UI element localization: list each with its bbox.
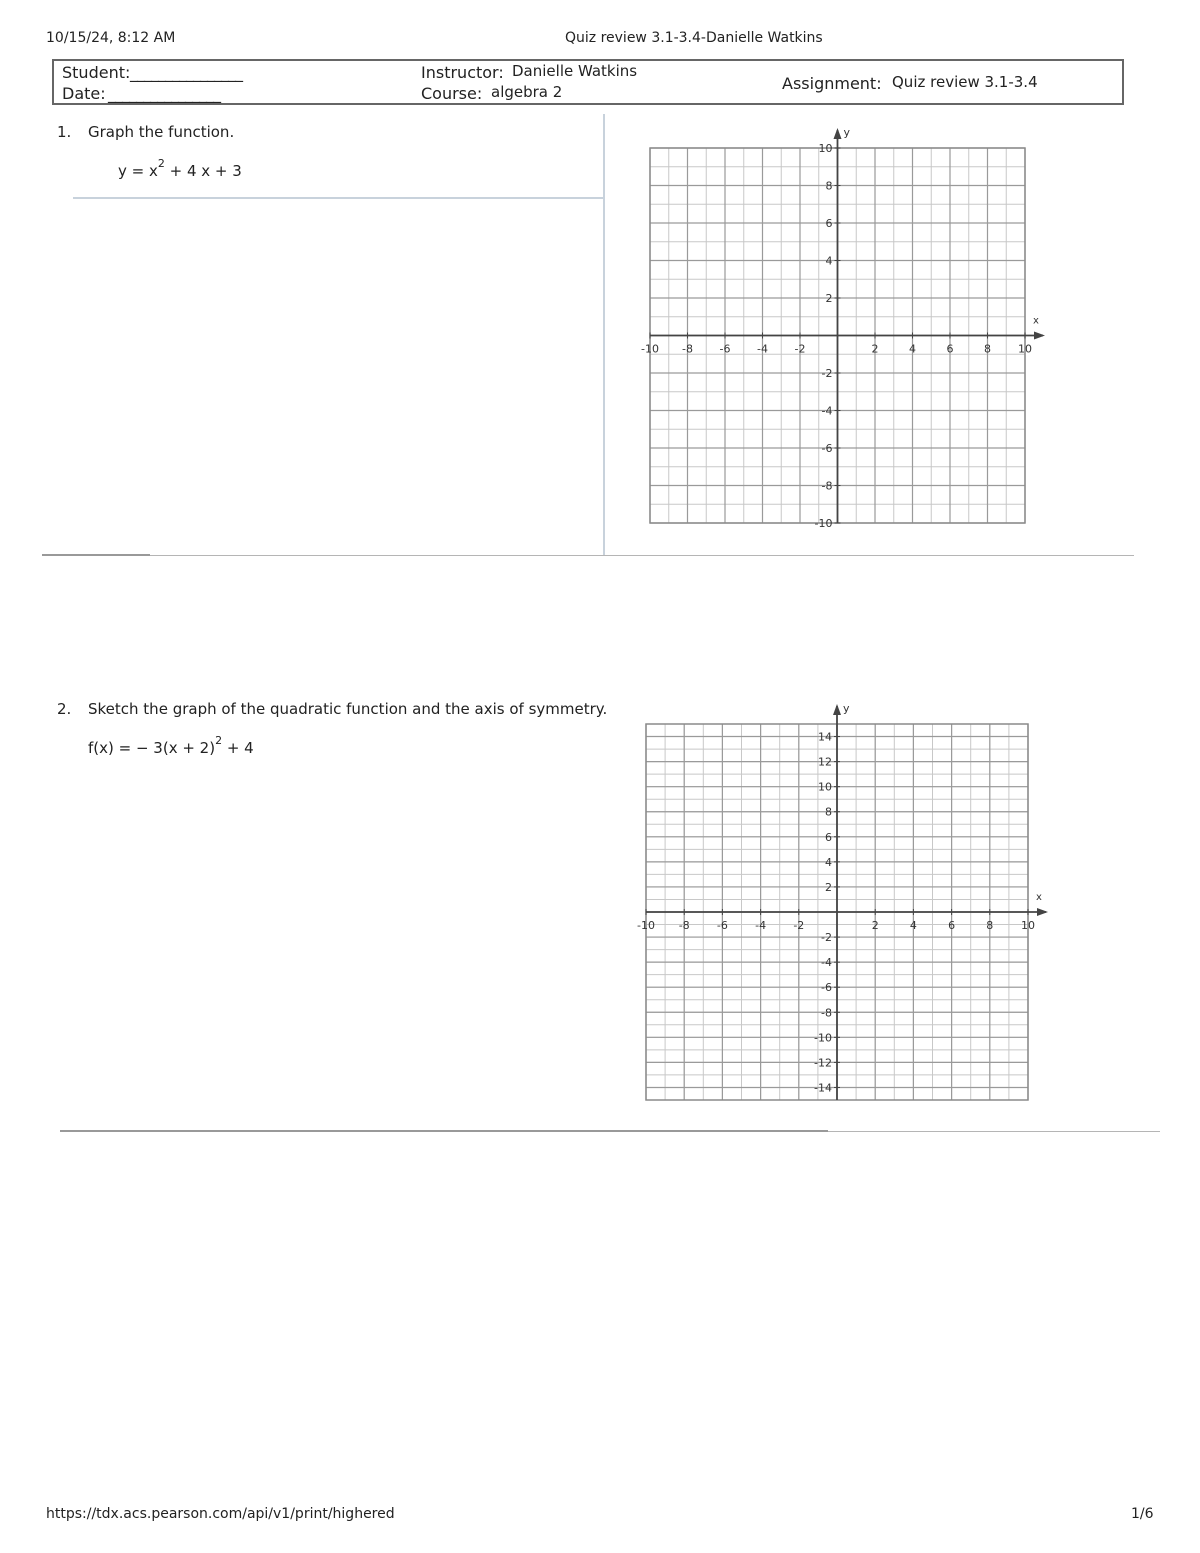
x-tick-label: 2 — [871, 919, 879, 932]
x-axis-label: x — [1036, 892, 1042, 903]
y-tick-label: 4 — [825, 254, 833, 268]
q2-eq-rhs: + 4 — [222, 739, 254, 757]
x-tick-label: -2 — [793, 919, 805, 932]
x-tick-label: -10 — [641, 342, 659, 356]
y-tick-label: -10 — [814, 1031, 832, 1045]
x-axis-arrow-icon — [1034, 332, 1045, 340]
x-tick-label: 6 — [948, 919, 956, 932]
q1-column-divider — [603, 114, 605, 556]
y-tick-label: 8 — [825, 179, 833, 193]
student-label: Student: — [62, 63, 131, 82]
assignment-value: Quiz review 3.1-3.4 — [892, 73, 1038, 91]
q1-eq-rhs: + 4 x + 3 — [164, 162, 242, 180]
x-tick-label: 8 — [984, 342, 991, 356]
course-value: algebra 2 — [491, 83, 563, 101]
date-value: ________________ — [108, 84, 220, 103]
x-tick-label: -4 — [755, 919, 767, 932]
assignment-info-box — [52, 59, 1124, 105]
y-tick-label: 14 — [818, 730, 832, 744]
question-2-equation — [88, 734, 254, 757]
x-tick-label: 10 — [1018, 342, 1032, 356]
x-tick-label: 6 — [946, 342, 954, 356]
x-axis-label: x — [1033, 315, 1039, 327]
x-tick-label: 4 — [909, 919, 917, 932]
date-label: Date: — [62, 84, 106, 103]
question-1-prompt: Graph the function. — [88, 123, 235, 141]
x-tick-label: 8 — [986, 919, 994, 932]
instructor-value: Danielle Watkins — [512, 62, 638, 80]
print-datetime: 10/15/24, 8:12 AM — [46, 30, 176, 46]
x-tick-label: -10 — [637, 919, 655, 932]
footer-page-number: 1/6 — [1131, 1506, 1154, 1522]
y-tick-label: 12 — [818, 755, 832, 769]
q1-coordinate-grid[interactable] — [628, 120, 1060, 540]
footer-url: https://tdx.acs.pearson.com/api/v1/print/highered — [46, 1506, 395, 1522]
question-1-equation — [118, 157, 242, 180]
y-tick-label: -2 — [821, 367, 833, 380]
y-tick-label: 2 — [825, 292, 833, 305]
y-tick-label: -8 — [821, 479, 833, 493]
y-tick-label: -8 — [821, 1006, 832, 1020]
x-tick-label: -6 — [716, 919, 728, 932]
y-tick-label: -10 — [814, 517, 833, 530]
x-tick-label: -6 — [719, 342, 731, 356]
y-tick-label: -6 — [821, 981, 832, 995]
q1-bottom-rule-accent — [42, 554, 150, 556]
q2-coordinate-grid[interactable] — [624, 698, 1064, 1108]
y-axis-arrow-icon — [833, 704, 841, 715]
q1-answer-divider — [73, 197, 603, 199]
x-tick-label: -4 — [757, 342, 768, 356]
y-axis-label: y — [843, 702, 850, 715]
question-2-number: 2. — [57, 700, 72, 718]
x-tick-label: 4 — [909, 342, 916, 356]
q1-eq-lhs: y = x — [118, 162, 158, 180]
instructor-label: Instructor: — [421, 63, 504, 82]
q2-bottom-rule-accent — [60, 1130, 828, 1132]
y-tick-label: 10 — [818, 142, 833, 155]
x-tick-label: -8 — [678, 919, 690, 932]
q2-eq-lhs: f(x) = − 3(x + 2) — [88, 739, 216, 757]
question-2-prompt: Sketch the graph of the quadratic function and the axis of symmetry. — [88, 700, 608, 718]
y-tick-label: 8 — [825, 805, 832, 819]
y-tick-label: -14 — [814, 1081, 832, 1095]
assignment-label: Assignment: — [782, 74, 882, 93]
x-tick-label: -8 — [682, 342, 693, 356]
y-tick-label: 6 — [825, 830, 832, 844]
y-tick-label: 2 — [825, 880, 832, 894]
student-value: ________________ — [130, 63, 242, 82]
question-1-number: 1. — [57, 123, 72, 141]
y-axis-arrow-icon — [834, 128, 842, 139]
y-axis-label: y — [843, 126, 851, 139]
x-axis-arrow-icon — [1037, 908, 1048, 916]
y-tick-label: 4 — [825, 855, 832, 869]
y-tick-label: -6 — [821, 442, 833, 455]
y-tick-label: 10 — [818, 780, 832, 794]
q2-eq-exponent: 2 — [215, 734, 223, 747]
q1-eq-exponent: 2 — [157, 157, 165, 170]
print-title: Quiz review 3.1-3.4-Danielle Watkins — [565, 30, 823, 46]
y-tick-label: -12 — [814, 1056, 832, 1070]
course-label: Course: — [421, 84, 483, 103]
y-tick-label: -2 — [821, 931, 832, 945]
q1-bottom-rule — [42, 555, 1134, 556]
y-tick-label: 6 — [825, 217, 833, 230]
x-tick-label: 2 — [871, 342, 879, 356]
x-tick-label: 10 — [1021, 919, 1035, 932]
y-tick-label: -4 — [821, 956, 832, 970]
x-tick-label: -2 — [794, 342, 806, 356]
y-tick-label: -4 — [821, 404, 833, 418]
